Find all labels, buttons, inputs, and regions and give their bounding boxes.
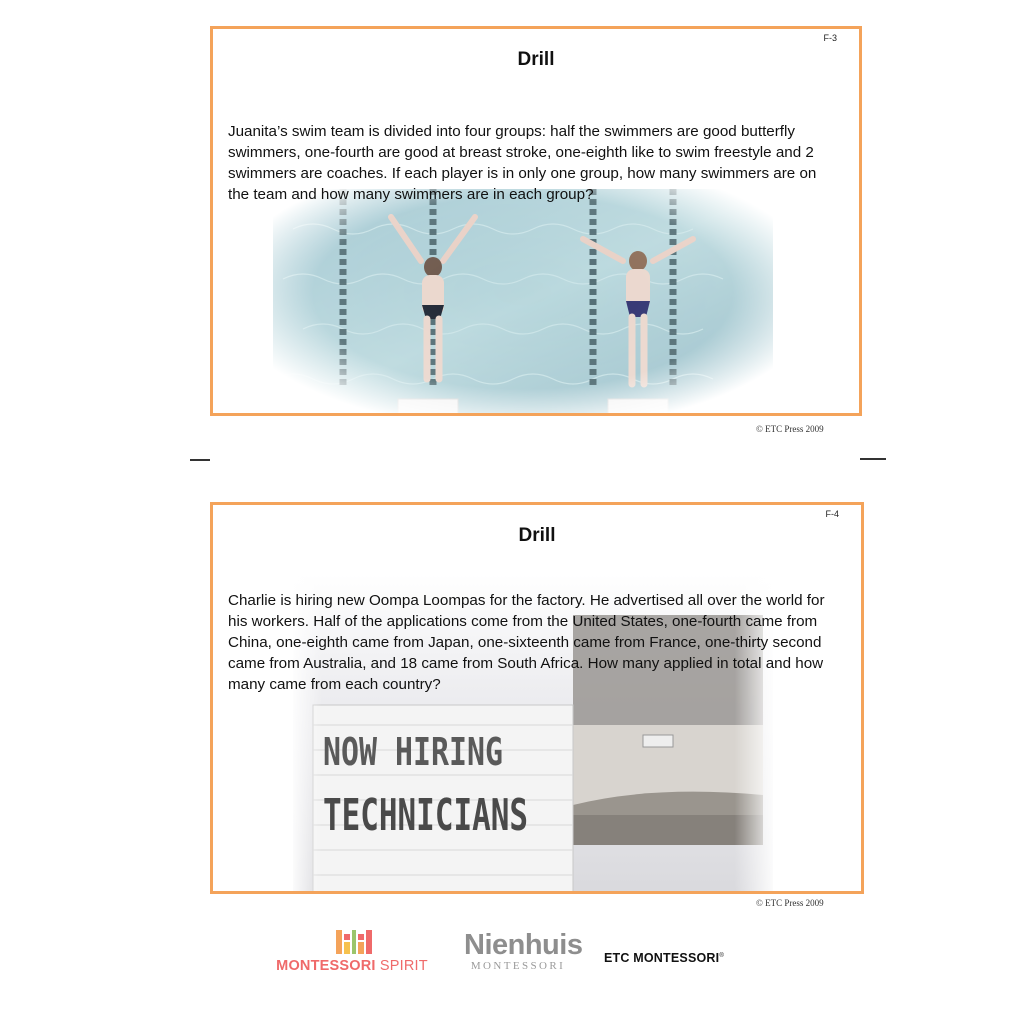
copyright-note: © ETC Press 2009 (756, 898, 824, 908)
drill-card-f3 (210, 26, 862, 416)
card-code: F-4 (825, 509, 839, 519)
etc-montessori-logo (604, 951, 724, 965)
card-problem-text: Juanita’s swim team is divided into four groups: half the swimmers are good butterfly swimmers, one-fourth are good at breast stroke, one-eighth like to swim freestyle and 2 swimmers are coaches. If each player is in only one group, how many swimmers are on the team and how many swimmers are in each group? (228, 123, 817, 203)
nienhuis-logo (464, 929, 583, 978)
spirit-light-text: SPIRIT (375, 958, 428, 974)
copyright-note: © ETC Press 2009 (756, 424, 824, 434)
card-title: Drill (518, 525, 556, 546)
etc-wordmark: ETC MONTESSORI (604, 951, 720, 965)
swimmers-photo (273, 189, 773, 416)
card-code: F-3 (823, 33, 837, 43)
montessori-spirit-mark-icon (336, 930, 372, 954)
nienhuis-wordmark: Nienhuis (464, 929, 583, 961)
spirit-bold-text: MONTESSORI (276, 958, 376, 974)
registered-mark: ® (719, 952, 724, 959)
card-problem-text: Charlie is hiring new Oompa Loompas for the factory. He advertised all over the world for his workers. Half of the applications come from the United States, one-fourth came from China, one-eighth came from Japan, one-sixteenth came from France, one-thirty second came from Australia, and 18 came from South Africa. How many applied in total and how many came from each country? (228, 592, 825, 693)
card-title: Drill (517, 49, 555, 70)
nienhuis-subtitle: MONTESSORI (470, 960, 566, 972)
drill-card-f4 (210, 502, 864, 894)
montessori-spirit-logo (266, 930, 438, 976)
cut-mark-right (860, 458, 886, 460)
cut-mark-left (190, 459, 210, 461)
